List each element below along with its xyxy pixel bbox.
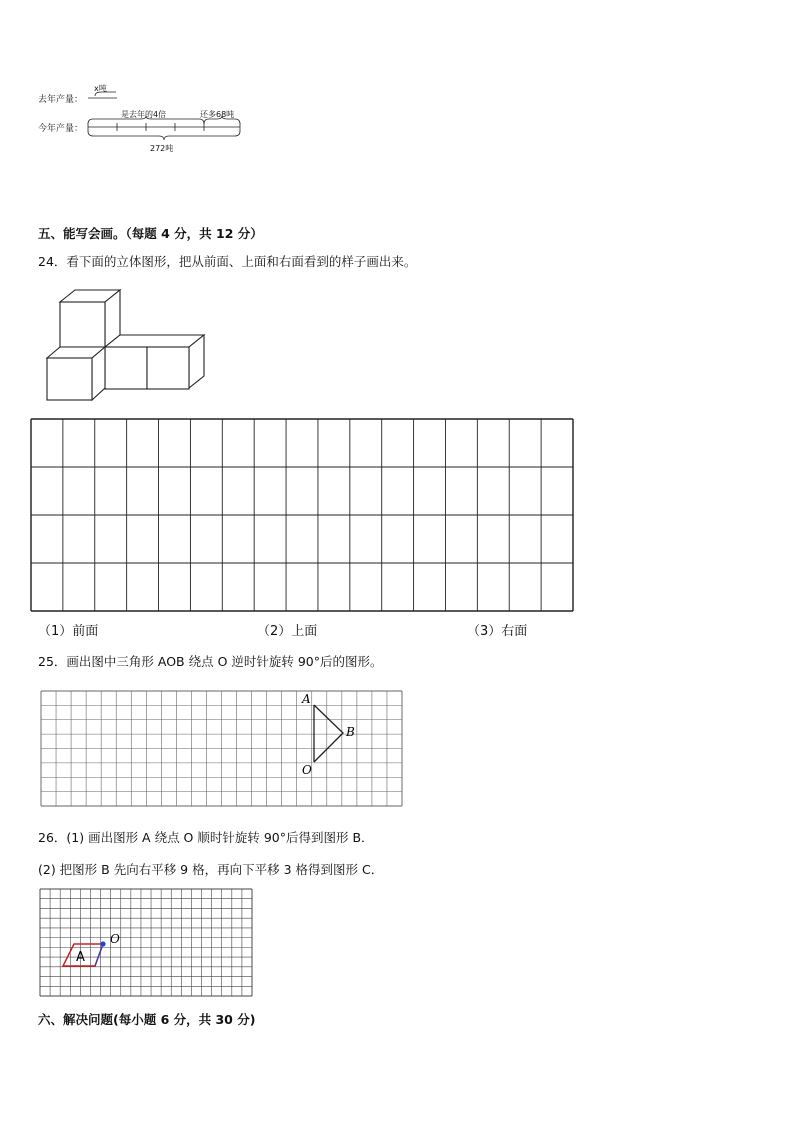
section-6-title: 六、解决问题(每小题 6 分，共 30 分) [38,1012,256,1027]
question-26-line-2: (2) 把图形 B 先向右平移 9 格，再向下平移 3 格得到图形 C． [38,862,384,877]
transformation-grid-26[interactable] [39,888,255,998]
grid-24-lines [31,419,573,611]
cube-figure [40,288,210,408]
question-26-line-1: 26．(1) 画出图形 A 绕点 O 顺时针旋转 90°后得到图形 B． [38,830,374,845]
triangle-aob-sides [314,705,343,762]
caption-front: （1）前面 [38,624,99,639]
more-68-label: 还多68吨 [200,110,235,119]
drawing-grid-24[interactable] [30,418,574,612]
section-5-title: 五、能写会画。（每题 4 分，共 12 分） [38,226,263,241]
caption-right: （3）右面 [467,624,528,639]
point-o-label: O [302,763,312,777]
question-24-text: 24．看下面的立体图形，把从前面、上面和右面看到的样子画出来。 [38,254,417,269]
rotation-grid-25[interactable] [40,690,404,808]
x-ton-label: x吨 [94,84,107,93]
line-segments [0,0,794,160]
this-year-label: 今年产量： [38,124,84,134]
point-a-label: A [302,692,311,706]
four-times-label: 是去年的4倍 [121,110,167,119]
grid-25-lines [41,691,402,806]
grid-26-lines [40,889,252,996]
point-o-label: O [110,932,120,946]
point-b-label: B [346,725,355,739]
point-o-dot [100,941,105,946]
total-272-label: 272吨 [150,144,174,153]
caption-top: （2）上面 [257,624,318,639]
triangle-aob [314,705,343,762]
question-25-text: 25．画出图中三角形 AOB 绕点 O 逆时针旋转 90°后的图形。 [38,654,383,669]
last-year-label: 去年产量： [38,95,84,105]
shape-a-label: A [76,950,85,965]
